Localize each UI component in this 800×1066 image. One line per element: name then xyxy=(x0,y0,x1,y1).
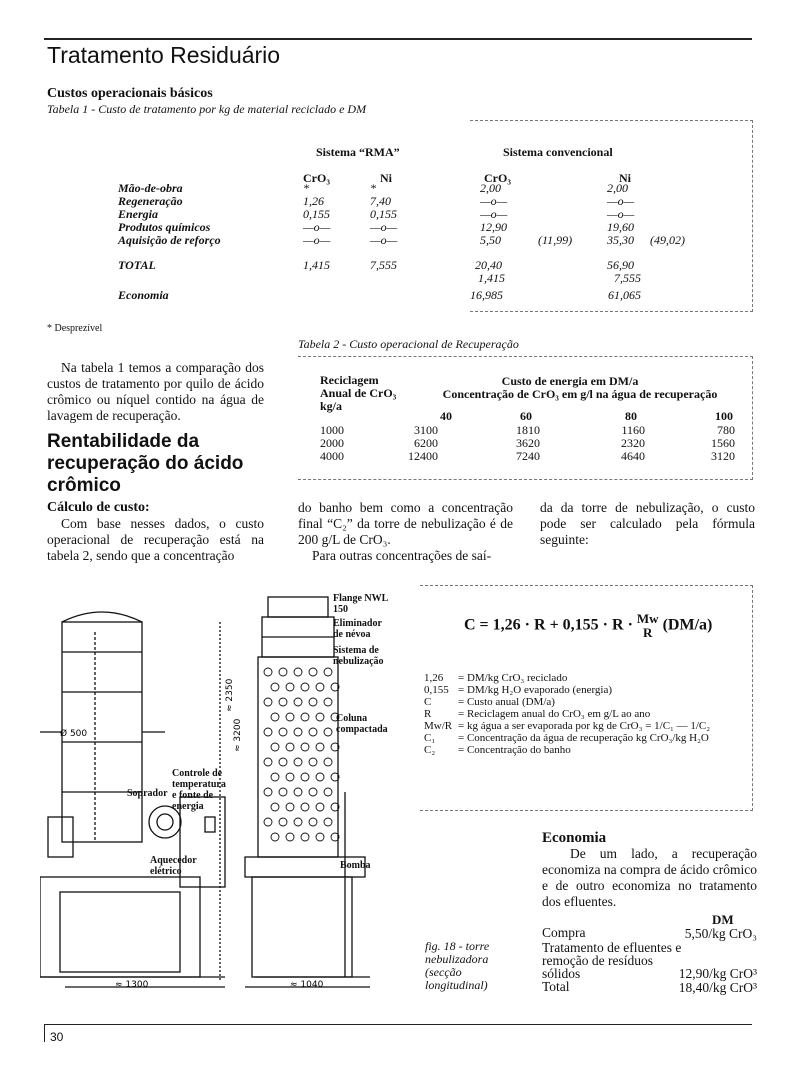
packing-ring xyxy=(294,668,302,676)
table2-cell: 3620 xyxy=(516,436,540,450)
economia-unit: DM xyxy=(712,912,734,927)
fig-sistema: Sistema de nebulização xyxy=(333,645,384,667)
table2-cell: 2320 xyxy=(621,436,645,450)
table2-cell: 3120 xyxy=(711,449,735,463)
fig-aquecedor: Aquecedor elétrico xyxy=(150,855,197,877)
economia-item-value: 5,50/kg CrO₃ xyxy=(684,926,757,941)
legend-row xyxy=(422,720,712,732)
table2-cell: 1810 xyxy=(516,423,540,437)
table1-row-label: Energia xyxy=(118,207,159,221)
table2-row-label: 4000 xyxy=(320,449,344,463)
legend-key: C₂ xyxy=(424,744,436,756)
packing-ring xyxy=(271,683,279,691)
table1-economia-cro3: 16,985 xyxy=(470,288,503,302)
table1-rma-cro3: 1,26 xyxy=(303,194,324,208)
table1-conv-ni: 19,60 xyxy=(607,220,634,234)
packing-ring xyxy=(316,803,324,811)
packing-ring xyxy=(309,668,317,676)
fig-w1040: ≈ 1040 xyxy=(290,980,324,990)
table2-cell: 12400 xyxy=(408,449,438,463)
legend-value: = Concentração do banho xyxy=(458,744,571,756)
paragraph-4: da da torre de nebulização, o custo pode ser calculado pela fórmula seguinte: xyxy=(540,500,755,547)
packing-ring xyxy=(309,698,317,706)
fig-coluna: Coluna compactada xyxy=(336,713,388,735)
bottom-rule xyxy=(44,1024,752,1025)
table1-rma-cro3: —o— xyxy=(303,220,331,234)
table1-row-label: Produtos químicos xyxy=(118,220,211,234)
table1-total-rma-cro3: 1,415 xyxy=(303,258,330,272)
legend-value: = Reciclagem anual do CrO₃ em g/L ao ano xyxy=(458,708,651,720)
packing-ring xyxy=(286,833,294,841)
formula: C = 1,26 · R + 0,155 · R · Mw R (DM/a) xyxy=(464,611,713,640)
table1-col-ni-b: Ni xyxy=(619,171,631,185)
packing-ring xyxy=(324,668,332,676)
economia-text: De um lado, a recuperação economiza na compra de ácido crômico e de outro economiza no tratamento dos efluentes. xyxy=(542,846,757,909)
economia-heading: Economia xyxy=(542,830,607,846)
table1-col-ni: Ni xyxy=(380,171,392,185)
table1-conv-cro3: —o— xyxy=(480,207,508,221)
packing-ring xyxy=(271,773,279,781)
legend-key: C xyxy=(424,696,432,708)
table1-economia-ni: 61,065 xyxy=(608,288,641,302)
packing-ring xyxy=(316,683,324,691)
packing-ring xyxy=(279,728,287,736)
top-rule xyxy=(44,38,752,40)
packing-ring xyxy=(301,773,309,781)
fig-h3200: ≈ 3200 xyxy=(233,718,243,752)
economia-item-value: 12,90/kg CrO³ xyxy=(678,966,757,981)
packing-ring xyxy=(316,713,324,721)
table1-row-label: Mão-de-obra xyxy=(118,181,183,195)
legend-row xyxy=(422,744,712,756)
packing-ring xyxy=(286,803,294,811)
economia-item-value: 18,40/kg CrO³ xyxy=(678,980,757,995)
fig-soprador: Soprador xyxy=(127,788,168,799)
table1-conv-cro3: 2,00 xyxy=(480,181,501,195)
table2-row-label: 2000 xyxy=(320,436,344,450)
table1-total-conv-cro3-b: 1,415 xyxy=(478,271,505,285)
table1-extra2: (49,02) xyxy=(650,233,685,247)
packing-ring xyxy=(324,728,332,736)
packing-ring xyxy=(301,803,309,811)
packing-ring xyxy=(316,773,324,781)
table1-row-label: Regeneração xyxy=(118,194,183,208)
table1-row-label: Aquisição de reforço xyxy=(118,233,221,247)
table1-rma-cro3: —o— xyxy=(303,233,331,247)
table2-cell: 4640 xyxy=(621,449,645,463)
table1-economia-label: Economia xyxy=(118,288,169,302)
table1-total-conv-cro3: 20,40 xyxy=(475,258,502,272)
packing-ring xyxy=(279,668,287,676)
table1-caption: Tabela 1 - Custo de tratamento por kg de material reciclado e DM xyxy=(47,102,367,116)
table2-span-head1: Custo de energia em DM/a xyxy=(501,374,639,388)
packing-ring xyxy=(286,683,294,691)
legend-value: = DM/kg H₂O evaporado (energia) xyxy=(458,684,613,696)
packing-ring xyxy=(301,833,309,841)
fig-w1300: ≈ 1300 xyxy=(115,980,149,990)
legend-row xyxy=(422,684,712,696)
right-tower-column xyxy=(258,657,338,857)
table2-cell: 780 xyxy=(717,423,735,437)
packing-ring xyxy=(324,818,332,826)
table1-conv-ni: —o— xyxy=(607,207,635,221)
fig-bomba: Bomba xyxy=(340,860,371,871)
table2-cell: 7240 xyxy=(516,449,540,463)
table1-conv-ni: 35,30 xyxy=(607,233,634,247)
table2-conc: 40 xyxy=(440,409,452,423)
packing-ring xyxy=(309,788,317,796)
fig-h2350: ≈ 2350 xyxy=(225,678,235,712)
packing-ring xyxy=(301,743,309,751)
packing-ring xyxy=(294,728,302,736)
packing-ring xyxy=(279,758,287,766)
legend-row xyxy=(422,732,712,744)
legend-key: Mw/R xyxy=(424,720,453,732)
legend-value: = Custo anual (DM/a) xyxy=(458,696,555,708)
packing-ring xyxy=(264,668,272,676)
packing-ring xyxy=(271,713,279,721)
page-title: Tratamento Residuário xyxy=(47,42,281,68)
table1-rma-cro3: * xyxy=(303,181,309,195)
fig-eliminador: Eliminador de névoa xyxy=(333,618,382,640)
table1-rma-ni: 0,155 xyxy=(370,207,397,221)
right-tower-flange xyxy=(268,597,328,617)
table1-conv-ni: 2,00 xyxy=(607,181,628,195)
packing-ring xyxy=(294,758,302,766)
table1-sys-rma: Sistema “RMA” xyxy=(316,145,400,159)
table2-cell: 1160 xyxy=(621,423,645,437)
packing-ring xyxy=(264,728,272,736)
table2-conc: 100 xyxy=(715,409,733,423)
table1-rma-ni: —o— xyxy=(370,220,398,234)
table2-caption: Tabela 2 - Custo operacional de Recuperação xyxy=(298,337,519,351)
packing-ring xyxy=(324,698,332,706)
packing-ring xyxy=(294,698,302,706)
packing-ring xyxy=(324,788,332,796)
paragraph-3: do banho bem como a concentração final “C₂” da torre de nebulização é de 200 g/L de CrO₃. xyxy=(298,500,513,547)
legend-row xyxy=(422,708,712,720)
footnote: * Desprezível xyxy=(47,323,103,334)
packing-ring xyxy=(301,713,309,721)
table1-rma-ni: 7,40 xyxy=(370,194,391,208)
packing-ring xyxy=(264,758,272,766)
table1-conv-ni: —o— xyxy=(607,194,635,208)
table2-cell: 3100 xyxy=(414,423,438,437)
packing-ring xyxy=(271,743,279,751)
paragraph-2: Com base nesses dados, o custo operacional de recuperação está na tabela 2, sendo que a concentração xyxy=(47,516,264,563)
table1-col-cro3b: CrO₃ xyxy=(484,171,511,185)
economia-item-label: Tratamento de efluentes e remoção de resíduos sólidos xyxy=(542,940,682,981)
packing-ring xyxy=(279,788,287,796)
legend-value: = DM/kg CrO₃ reciclado xyxy=(458,672,568,684)
table1-total-rma-ni: 7,555 xyxy=(370,258,397,272)
legend-value: = Concentração da água de recuperação kg CrO₃/kg H₂O xyxy=(458,732,709,744)
economia-item-label: Compra xyxy=(542,925,586,940)
table2-cell: 6200 xyxy=(414,436,438,450)
section2-heading: Rentabilidade da recuperação do ácido crômico xyxy=(47,431,244,496)
packing-ring xyxy=(279,818,287,826)
legend-value: = kg água a ser evaporada por kg de CrO₃ = 1/C₁ — 1/C₂ xyxy=(458,720,711,732)
packing-ring xyxy=(264,818,272,826)
packing-ring xyxy=(316,743,324,751)
table1-rma-ni: —o— xyxy=(370,233,398,247)
fig-d500: Ø 500 xyxy=(60,729,88,739)
paragraph-3b: Para outras concentrações de saí- xyxy=(312,548,492,563)
packing-ring xyxy=(324,758,332,766)
fig-flange: Flange NWL 150 xyxy=(333,593,388,615)
table1-conv-cro3: —o— xyxy=(480,194,508,208)
left-tower-top xyxy=(62,612,142,622)
legend-key: C₁ xyxy=(424,732,436,744)
table1-conv-cro3: 5,50 xyxy=(480,233,501,247)
formula-legend xyxy=(422,672,712,756)
table1-conv-cro3: 12,90 xyxy=(480,220,507,234)
packing-ring xyxy=(294,788,302,796)
packing-ring xyxy=(301,683,309,691)
packing-ring xyxy=(316,833,324,841)
figure-caption: fig. 18 - torre nebulizadora (secção longitudinal) xyxy=(425,939,490,992)
table1-rma-cro3: 0,155 xyxy=(303,207,330,221)
packing-ring xyxy=(271,803,279,811)
table1-total-conv-ni: 56,90 xyxy=(607,258,634,272)
packing-ring xyxy=(271,833,279,841)
legend-row xyxy=(422,672,712,684)
table1-rma-ni: * xyxy=(370,181,376,195)
table1-total-label: TOTAL xyxy=(118,258,156,272)
page-number: 30 xyxy=(50,1030,64,1044)
packing-ring xyxy=(286,773,294,781)
table1-sys-conv: Sistema convencional xyxy=(503,145,613,159)
packing-ring xyxy=(264,698,272,706)
fig-controle: Controle de temperatura e fonte de energia xyxy=(172,768,226,812)
table2-cell: 1560 xyxy=(711,436,735,450)
table1-col-cro3: CrO₃ xyxy=(303,171,330,185)
table2-conc: 60 xyxy=(520,409,532,423)
table2-row-label: 1000 xyxy=(320,423,344,437)
table2-conc: 80 xyxy=(625,409,637,423)
left-margin-rule xyxy=(44,1024,45,1042)
table2-col-head: Reciclagem Anual de CrO₃ kg/a xyxy=(320,373,397,413)
table1-total-conv-ni-b: 7,555 xyxy=(614,271,641,285)
legend-key: 0,155 xyxy=(424,684,449,696)
legend-row xyxy=(422,696,712,708)
packing-ring xyxy=(309,728,317,736)
legend-key: R xyxy=(424,708,432,720)
table2-span-head2: Concentração de CrO₃ em g/l na água de recuperação xyxy=(442,387,718,401)
packing-ring xyxy=(279,698,287,706)
packing-ring xyxy=(264,788,272,796)
packing-ring xyxy=(294,818,302,826)
section1-heading: Custos operacionais básicos xyxy=(47,86,213,101)
packing-ring xyxy=(309,818,317,826)
packing-ring xyxy=(286,743,294,751)
economia-item-label: Total xyxy=(542,979,570,994)
table1-extra1: (11,99) xyxy=(538,233,573,247)
section2-subheading: Cálculo de custo: xyxy=(47,500,150,515)
paragraph-1: Na tabela 1 temos a comparação dos custos de tratamento por quilo de ácido crômico ou níquel contido na água de lavagem de recuperação. xyxy=(47,360,264,423)
legend-key: 1,26 xyxy=(424,672,444,684)
packing-ring xyxy=(309,758,317,766)
packing-ring xyxy=(286,713,294,721)
